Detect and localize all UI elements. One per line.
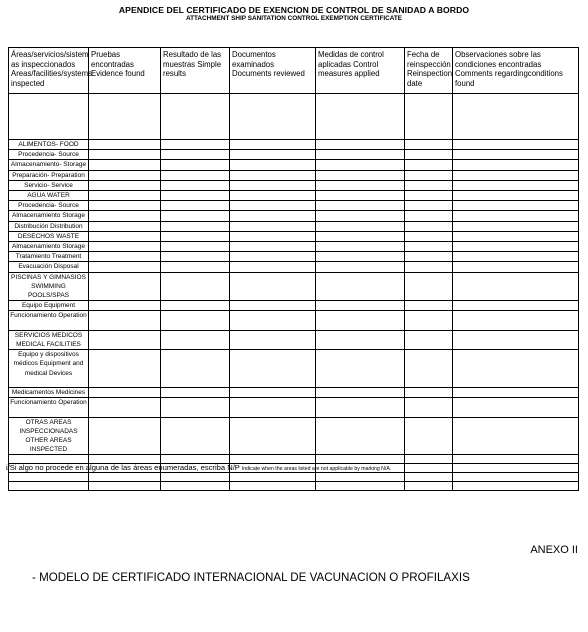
column-header-results: Resultado de las muestras Simple results: [161, 48, 230, 94]
table-cell: [161, 201, 230, 211]
table-cell: [405, 262, 453, 272]
table-cell: [161, 272, 230, 301]
row-label: OTRAS AREAS INSPECCIONADAS OTHER AREAS INSPECTED: [9, 417, 89, 455]
table-row: [9, 388, 579, 398]
table-cell: [89, 160, 161, 170]
table-cell: [89, 473, 161, 482]
table-cell: [453, 180, 579, 190]
table-cell: [316, 231, 405, 241]
table-cell: [230, 398, 316, 417]
table-cell: [453, 221, 579, 231]
table-cell: [453, 242, 579, 252]
table-cell: [405, 388, 453, 398]
table-cell: [316, 140, 405, 150]
table-row: [9, 350, 579, 388]
table-row: [9, 140, 579, 150]
table-cell: [405, 160, 453, 170]
row-label: Servicio- Service: [9, 180, 89, 190]
table-cell: [161, 417, 230, 455]
table-cell: [316, 330, 405, 349]
table-cell: [453, 140, 579, 150]
table-row: [9, 252, 579, 262]
table-row: [9, 330, 579, 349]
table-cell: [230, 388, 316, 398]
table-row: [9, 417, 579, 455]
certificate-title: APENDICE DEL CERTIFICADO DE EXENCION DE CONTROL DE SANIDAD A BORDO: [118, 5, 470, 15]
table-cell: [161, 150, 230, 160]
table-cell: [453, 272, 579, 301]
table-cell: [161, 262, 230, 272]
table-cell: [161, 482, 230, 491]
table-cell: [230, 150, 316, 160]
table-cell: [453, 160, 579, 170]
model-certificate-title: - MODELO DE CERTIFICADO INTERNACIONAL DE VACUNACION O PROFILAXIS: [32, 571, 470, 584]
table-cell: [316, 262, 405, 272]
table-cell: [405, 201, 453, 211]
table-cell: [316, 221, 405, 231]
row-label: [9, 482, 89, 491]
table-cell: [161, 242, 230, 252]
row-label: Tratamiento Treatment: [9, 252, 89, 262]
table-cell: [405, 170, 453, 180]
footnote: [6, 463, 391, 472]
table-cell: [405, 350, 453, 388]
row-label: Funcionamiento Operation: [9, 398, 89, 417]
table-cell: [89, 272, 161, 301]
table-cell: [453, 150, 579, 160]
table-cell: [89, 482, 161, 491]
table-cell: [453, 262, 579, 272]
table-cell: [89, 388, 161, 398]
table-cell: [405, 252, 453, 262]
row-label: [9, 473, 89, 482]
table-cell: [89, 150, 161, 160]
table-cell: [161, 211, 230, 221]
table-cell: [230, 211, 316, 221]
table-cell: [453, 473, 579, 482]
table-row: [9, 231, 579, 241]
spacer-row: [9, 94, 579, 140]
table-row: [9, 473, 579, 482]
table-cell: [230, 311, 316, 330]
column-header-comments: Observaciones sobre las condiciones encontradas Comments regardingconditions found: [453, 48, 579, 94]
table-row: [9, 211, 579, 221]
table-cell: [230, 170, 316, 180]
table-cell: [453, 482, 579, 491]
table-cell: [453, 252, 579, 262]
table-cell: [405, 221, 453, 231]
table-cell: [405, 94, 453, 140]
table-cell: [453, 388, 579, 398]
row-label: Equipo y dispositivos médicos Equipment and medical Devices: [9, 350, 89, 388]
table-cell: [316, 94, 405, 140]
table-cell: [161, 473, 230, 482]
row-label: AGUA WATER: [9, 191, 89, 201]
table-row: [9, 301, 579, 311]
table-cell: [453, 211, 579, 221]
table-cell: [453, 191, 579, 201]
table-cell: [316, 191, 405, 201]
row-label: DESECHOS WASTE: [9, 231, 89, 241]
table-cell: [405, 272, 453, 301]
table-row: [9, 160, 579, 170]
table-cell: [161, 191, 230, 201]
table-cell: [230, 330, 316, 349]
table-cell: [89, 221, 161, 231]
table-cell: [316, 301, 405, 311]
table-cell: [453, 398, 579, 417]
table-row: [9, 262, 579, 272]
table-header-row: [9, 48, 579, 94]
row-label: Almacenamiento Storage: [9, 211, 89, 221]
table-cell: [161, 231, 230, 241]
table-row: [9, 242, 579, 252]
table-cell: [405, 301, 453, 311]
table-cell: [161, 94, 230, 140]
table-cell: [89, 94, 161, 140]
table-cell: [316, 160, 405, 170]
certificate-subtitle: ATTACHMENT SHIP SANITATION CONTROL EXEMPTION CERTIFICATE: [185, 15, 403, 22]
table-cell: [89, 252, 161, 262]
table-cell: [405, 482, 453, 491]
table-cell: [161, 252, 230, 262]
table-cell: [89, 311, 161, 330]
inspection-table: [8, 47, 579, 491]
table-cell: [89, 140, 161, 150]
table-cell: [405, 311, 453, 330]
table-cell: [405, 191, 453, 201]
table-row: [9, 180, 579, 190]
table-cell: [405, 473, 453, 482]
table-cell: [316, 272, 405, 301]
table-cell: [316, 350, 405, 388]
table-row: [9, 170, 579, 180]
table-cell: [230, 221, 316, 231]
table-cell: [230, 350, 316, 388]
table-cell: [453, 311, 579, 330]
table-row: [9, 398, 579, 417]
table-cell: [230, 417, 316, 455]
table-cell: [161, 330, 230, 349]
table-cell: [89, 231, 161, 241]
table-cell: [453, 201, 579, 211]
table-cell: [89, 170, 161, 180]
table-cell: [453, 231, 579, 241]
table-row: [9, 272, 579, 301]
table-row: [9, 221, 579, 231]
table-cell: [230, 242, 316, 252]
table-cell: [405, 455, 453, 464]
table-cell: [316, 150, 405, 160]
table-cell: [230, 201, 316, 211]
table-cell: [230, 191, 316, 201]
table-cell: [405, 330, 453, 349]
table-row: [9, 482, 579, 491]
table-cell: [405, 140, 453, 150]
row-label: ALIMENTOS- FOOD: [9, 140, 89, 150]
table-cell: [230, 252, 316, 262]
table-cell: [89, 180, 161, 190]
table-cell: [316, 170, 405, 180]
table-cell: [89, 242, 161, 252]
table-cell: [230, 160, 316, 170]
table-cell: [161, 398, 230, 417]
table-cell: [161, 221, 230, 231]
row-label: Funcionamiento Operation: [9, 311, 89, 330]
table-cell: [316, 180, 405, 190]
table-cell: [89, 301, 161, 311]
table-cell: [453, 330, 579, 349]
table-cell: [89, 211, 161, 221]
table-cell: [161, 170, 230, 180]
footnote-english: Indicate when the areas listed are not applicable by marking N/A.: [241, 466, 392, 472]
table-cell: [405, 180, 453, 190]
table-cell: [230, 482, 316, 491]
table-cell: [161, 140, 230, 150]
table-cell: [230, 94, 316, 140]
row-label: Almacenamiento Storage: [9, 242, 89, 252]
table-cell: [316, 473, 405, 482]
table-cell: [316, 242, 405, 252]
table-cell: [89, 330, 161, 349]
row-label: SERVICIOS MEDICOS MEDICAL FACILITIES: [9, 330, 89, 349]
row-label: Preparación- Preparation: [9, 170, 89, 180]
table-cell: [316, 417, 405, 455]
footnote-main: i/Si algo no procede en alguna de las áreas enumeradas, escriba N/P: [6, 463, 240, 472]
row-label: Equipo Equipment: [9, 301, 89, 311]
row-label: PISCINAS Y GIMNASIOS SWIMMING POOLS/SPAS: [9, 272, 89, 301]
table-row: [9, 311, 579, 330]
table-cell: [405, 150, 453, 160]
table-cell: [405, 211, 453, 221]
table-cell: [230, 272, 316, 301]
row-label: Distribución Distribution: [9, 221, 89, 231]
table-cell: [230, 262, 316, 272]
table-cell: [230, 231, 316, 241]
row-label: Almacenamiento- Storage: [9, 160, 89, 170]
table-row: [9, 150, 579, 160]
table-cell: [405, 417, 453, 455]
table-cell: [230, 140, 316, 150]
column-header-documents: Documentos examinados Documents reviewed: [230, 48, 316, 94]
table-cell: [89, 350, 161, 388]
table-cell: [316, 482, 405, 491]
annex-label: ANEXO II: [530, 544, 578, 556]
table-cell: [453, 417, 579, 455]
table-cell: [161, 388, 230, 398]
table-cell: [316, 201, 405, 211]
row-label: Evacuación Disposal: [9, 262, 89, 272]
table-row: [9, 191, 579, 201]
table-cell: [89, 201, 161, 211]
row-label: Procedencia- Source: [9, 150, 89, 160]
row-label: Medicamentos Medicines: [9, 388, 89, 398]
table-cell: [453, 455, 579, 464]
table-cell: [230, 180, 316, 190]
table-cell: [453, 301, 579, 311]
table-cell: [89, 191, 161, 201]
table-cell: [89, 262, 161, 272]
table-cell: [316, 388, 405, 398]
row-label: Procedencia- Source: [9, 201, 89, 211]
table-cell: [405, 242, 453, 252]
table-cell: [405, 464, 453, 473]
table-cell: [453, 350, 579, 388]
table-row: [9, 201, 579, 211]
table-cell: [161, 180, 230, 190]
column-header-measures: Medidas de control aplicadas Control measures applied: [316, 48, 405, 94]
table-cell: [161, 301, 230, 311]
column-header-evidence: Pruebas encontradas Evidence found: [89, 48, 161, 94]
table-cell: [316, 252, 405, 262]
table-cell: [161, 311, 230, 330]
table-cell: [89, 398, 161, 417]
table-cell: [453, 94, 579, 140]
table-cell: [9, 94, 89, 140]
table-cell: [453, 170, 579, 180]
column-header-areas: Áreas/servicios/sistem as inspeccionados Areas/facilities/systems inspected: [9, 48, 89, 94]
table-cell: [316, 398, 405, 417]
table-cell: [405, 231, 453, 241]
column-header-reinspection: Fecha de reinspección Reinspection date: [405, 48, 453, 94]
table-cell: [230, 473, 316, 482]
table-cell: [316, 311, 405, 330]
table-cell: [89, 417, 161, 455]
table-cell: [161, 350, 230, 388]
table-cell: [405, 398, 453, 417]
table-cell: [316, 211, 405, 221]
table-cell: [230, 301, 316, 311]
table-cell: [453, 464, 579, 473]
table-cell: [161, 160, 230, 170]
